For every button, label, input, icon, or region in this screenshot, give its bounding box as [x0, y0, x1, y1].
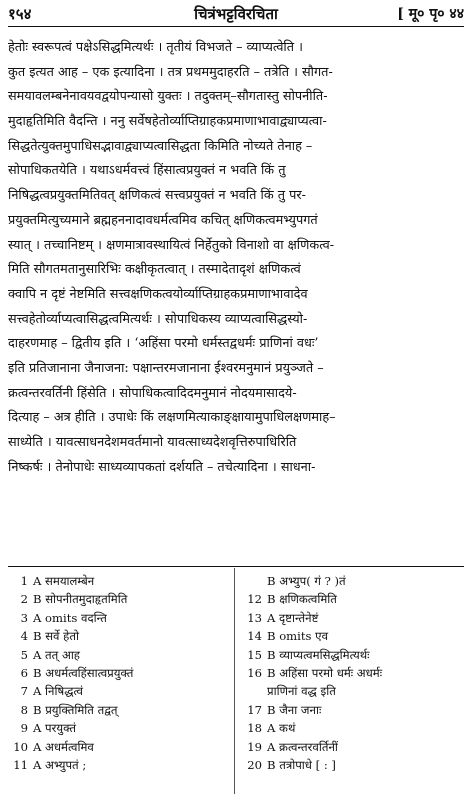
- text-line: मुदाहृतिमिति वैदन्ति । ननु सर्वेषहेतोर्व्याप्तिग्राहकप्रमाणाभावाद्व्याप्यत्वा-: [8, 114, 327, 130]
- footnote-text: B प्रयुक्तिमिति तद्वत्: [33, 702, 118, 717]
- footnote-number: 10: [13, 739, 28, 754]
- text-line: क्वापि न दृष्टं नेष्टमिति सत्त्वक्षणिकत्वयोर्व्याप्तिग्राहकप्रमाणाभावादेव: [8, 286, 308, 302]
- footnote-number: 15: [247, 647, 262, 662]
- footnote: [8, 701, 230, 719]
- text-line: मिति सौगतमतानुसारिभिः कक्षीकृतत्वात् । तस्मादेतादृशं क्षणिकत्वं: [8, 262, 301, 278]
- footnote-number: 8: [20, 702, 28, 717]
- text-line: दित्याह – अत्र हीति । उपाधेः किं लक्षणमित्याकाङ्क्षायामुपाधिलक्षणमाह–: [8, 410, 336, 426]
- footnote-number: 5: [20, 647, 28, 662]
- footnote: [8, 572, 230, 590]
- footnote-text: A अभ्युपतं ;: [33, 757, 87, 772]
- footnote: [8, 719, 230, 737]
- footnote: [242, 572, 464, 590]
- text-line: हेतोः स्वरूपत्वं पक्षेऽसिद्धमित्यर्थः । तृतीयं विभजते – व्याप्यत्वेति ।: [8, 40, 303, 55]
- footnote-text: A तत् आह: [33, 647, 80, 662]
- footnote-text: A समयालम्बेन: [33, 574, 95, 588]
- footnote-text: B सर्वे हेतो: [33, 629, 79, 644]
- footnote: [242, 701, 464, 719]
- page-number: १५४: [8, 5, 32, 23]
- footnote: [242, 719, 464, 737]
- footnote-text: B तत्रोपाधे [ : ]: [267, 757, 336, 772]
- main-text: [8, 36, 464, 480]
- footnote: [242, 609, 464, 627]
- footnote-number: 6: [20, 665, 28, 680]
- footnote-number: 12: [247, 592, 262, 607]
- text-line: क्रत्वन्तरवर्तिनी हिंसेति । सोपाधिकत्वादिदमनुमानं नोदयमासादये-: [8, 385, 297, 401]
- footnote-text: A अधर्मत्वमिव: [33, 739, 94, 754]
- text-line: दाहरणमाह – द्वितीय इति । ‘अहिंसा परमो धर्मस्तद्वधर्मः प्राणिनां वधः’: [8, 336, 319, 352]
- text-line: साध्येति । यावत्साधनदेशमवर्तमानो यावत्साध्यदेशवृत्तिरुपाधिरिति: [8, 435, 297, 450]
- text-line: स्यात् । तच्चानिष्टम् । क्षणमात्रावस्थायित्वं निर्हेतुको विनाशो वा क्षणिकत्व-: [8, 237, 335, 253]
- footnote-text: A क्रत्वन्तरवर्तिनीं: [267, 739, 338, 754]
- footnote-text: A omits वदन्ति: [33, 610, 107, 625]
- footnote-number: 9: [20, 721, 28, 736]
- footnote-text: B अहिंसा परमो धर्मः अधर्मः: [267, 665, 383, 680]
- footnote: [8, 646, 230, 664]
- footnote-number: 4: [20, 629, 28, 644]
- text-line: कुत इत्यत आह – एक इत्यादिना । तत्र प्रथममुदाहरति – तत्रेति । सौगत-: [8, 64, 333, 80]
- text-line: प्रयुक्तमित्युच्यमाने ब्रह्महननादावधर्मत्वमिव कचित् क्षणिकत्वमभ्युपगतं: [8, 212, 318, 228]
- footnote-text: A दृष्टान्तेनेष्टं: [267, 610, 319, 625]
- footnote-text: A कथं: [267, 721, 296, 736]
- text-line: सिद्धतेत्युक्तमुपाधिसद्भावाद्व्याप्यत्वासिद्धता किमिति नोच्यते तेनाह –: [8, 138, 313, 154]
- footnote: [242, 756, 464, 774]
- footnote-text: प्राणिनां वद्ध इति: [267, 684, 336, 699]
- footnote: [8, 682, 230, 700]
- text-line: निषिद्धत्वप्रयुक्तमितिवत् क्षणिकत्वं सत्त्वप्रयुक्तं न भवति किं तु पर-: [8, 188, 306, 204]
- footnote-number: 18: [247, 721, 262, 736]
- footnote: [8, 590, 230, 608]
- footnote: [242, 682, 464, 700]
- text-line: सत्त्वहेतोर्व्याप्यत्वासिद्धत्वमित्यर्थः । सोपाधिकस्य व्याप्यत्वासिद्धस्यो-: [8, 311, 308, 327]
- footnote: [242, 738, 464, 756]
- text-line: निष्कर्षः । तेनोपाधेः साध्यव्यापकतां दर्शयति – तचेत्यादिना । साधना-: [8, 459, 316, 475]
- footnote: [242, 590, 464, 608]
- text-line: समयावलम्बनेनावयवद्वयोपन्यासो युक्तः । तदुक्तम्–सौगतास्तु सोपनीति-: [8, 89, 328, 105]
- footnote-number: 19: [247, 739, 262, 754]
- footnote-text: B क्षणिकत्वमिति: [267, 592, 337, 607]
- footnote-column-divider: [234, 568, 235, 794]
- footnote-text: B जैना जनाः: [267, 702, 322, 717]
- footnote-divider: [8, 566, 464, 567]
- footnote-text: B अभ्युप( गं ? )तं: [267, 574, 346, 588]
- footnotes-right-column: [242, 572, 464, 774]
- footnote: [242, 664, 464, 682]
- footnote-text: A परयुक्तं: [33, 721, 76, 736]
- footnote-text: B सोपनीतमुदाहृतमिति: [33, 592, 128, 607]
- footnote-number: 7: [20, 684, 28, 699]
- footnote-number: 20: [247, 757, 262, 772]
- footnote-number: 2: [20, 592, 28, 607]
- page-reference: [ मू० पृ० ४४: [397, 6, 464, 22]
- footnote: [8, 756, 230, 774]
- footnote-text: A निषिद्धत्वं: [33, 684, 83, 699]
- footnote-number: 1: [20, 574, 28, 588]
- footnote-text: B व्याप्यत्वमसिद्धमित्यर्थः: [267, 647, 370, 662]
- footnote: [8, 627, 230, 645]
- page-header: [8, 4, 464, 27]
- footnotes-left-column: [8, 572, 230, 774]
- footnote: [8, 738, 230, 756]
- footnote: [242, 646, 464, 664]
- footnote-number: 13: [247, 610, 262, 625]
- footnote: [8, 664, 230, 682]
- text-line: सोपाधिकतयेति । यथाऽधर्मवत्त्वं हिंसात्वप्रयुक्तं न भवति किं तु: [8, 163, 286, 179]
- footnote-number: 3: [20, 610, 28, 625]
- footnote-number: 14: [247, 629, 262, 644]
- footnote-number: 17: [247, 702, 262, 717]
- footnote: [8, 609, 230, 627]
- text-line: इति प्रतिजानाना जैनाजना: पक्षान्तरमजानाना ईश्वरमनुमानं प्रयुञ्जते –: [8, 360, 324, 376]
- footnote: [242, 627, 464, 645]
- page-title: चित्रंभट्टविरचिता: [194, 5, 278, 23]
- footnote-number: 11: [13, 757, 28, 772]
- footnote-text: B omits एव: [267, 629, 329, 644]
- footnote-text: B अधर्मत्वहिंसात्वप्रयुक्तं: [33, 665, 134, 680]
- footnote-number: 16: [247, 665, 262, 680]
